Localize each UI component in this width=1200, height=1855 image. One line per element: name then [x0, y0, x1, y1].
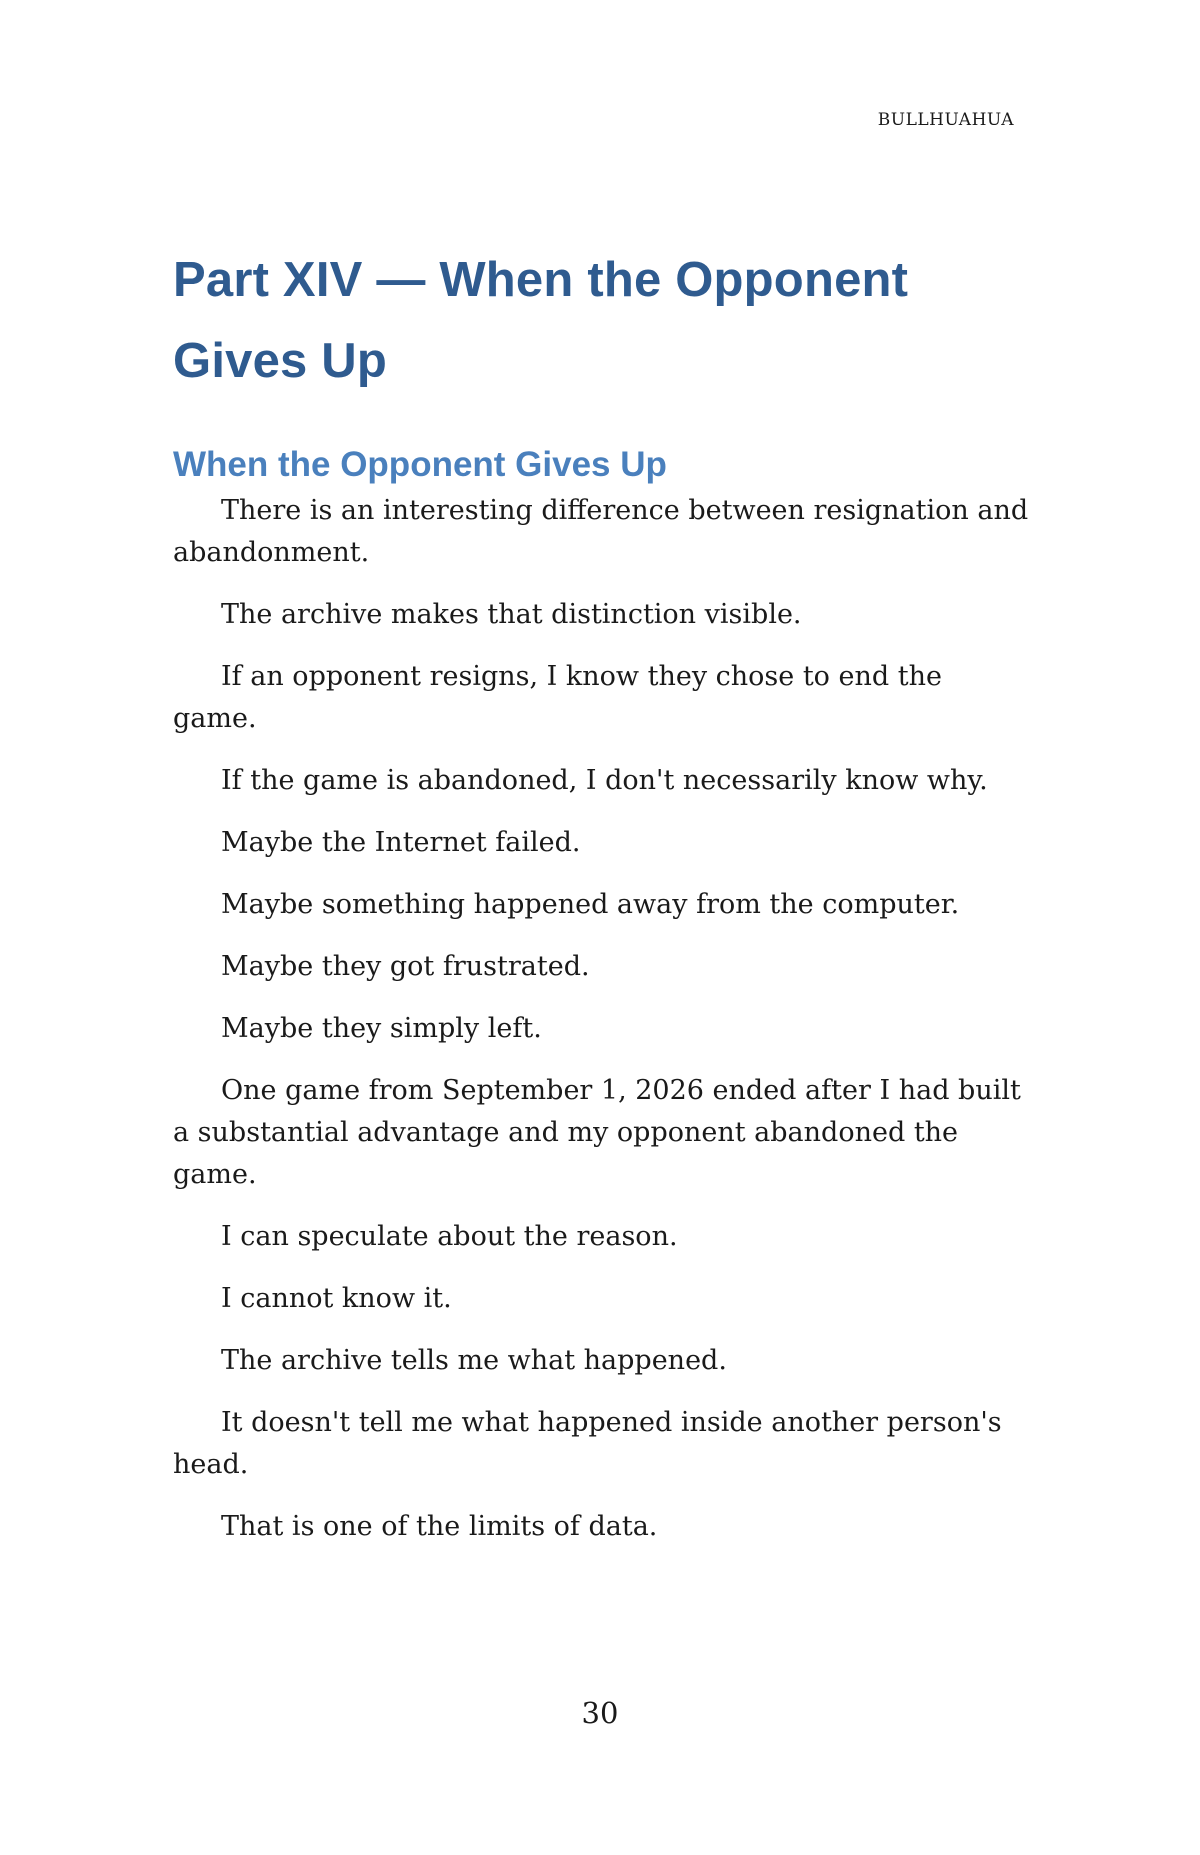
paragraph: Maybe the Internet failed. [221, 827, 581, 858]
paragraph: That is one of the limits of data. [221, 1511, 658, 1542]
section-heading: When the Opponent Gives Up [173, 445, 667, 484]
part-title-line-2: Gives Up [173, 334, 388, 388]
paragraph: If the game is abandoned, I don't necessarily know why. [221, 765, 988, 796]
part-title [173, 240, 1033, 402]
paragraph: The archive makes that distinction visible. [221, 599, 802, 630]
paragraph: I cannot know it. [221, 1283, 452, 1314]
paragraph: The archive tells me what happened. [221, 1345, 727, 1376]
paragraph: Maybe something happened away from the computer. [221, 889, 960, 920]
page-content [173, 240, 1033, 1568]
paragraph: It doesn't tell me what happened inside another person's head. [173, 1407, 1002, 1480]
paragraph: There is an interesting difference between resignation and abandonment. [173, 495, 1029, 568]
page-number: 30 [581, 1696, 619, 1730]
running-header: BULLHUAHUA [877, 110, 1014, 130]
paragraph: One game from September 1, 2026 ended after I had built a substantial advantage and my opponent abandoned the game. [173, 1075, 1021, 1190]
paragraph: Maybe they got frustrated. [221, 951, 590, 982]
paragraph: If an opponent resigns, I know they chose to end the game. [173, 661, 942, 734]
paragraph: Maybe they simply left. [221, 1013, 542, 1044]
part-title-line-1: Part XIV — When the Opponent [173, 253, 909, 307]
paragraph: I can speculate about the reason. [221, 1221, 678, 1252]
